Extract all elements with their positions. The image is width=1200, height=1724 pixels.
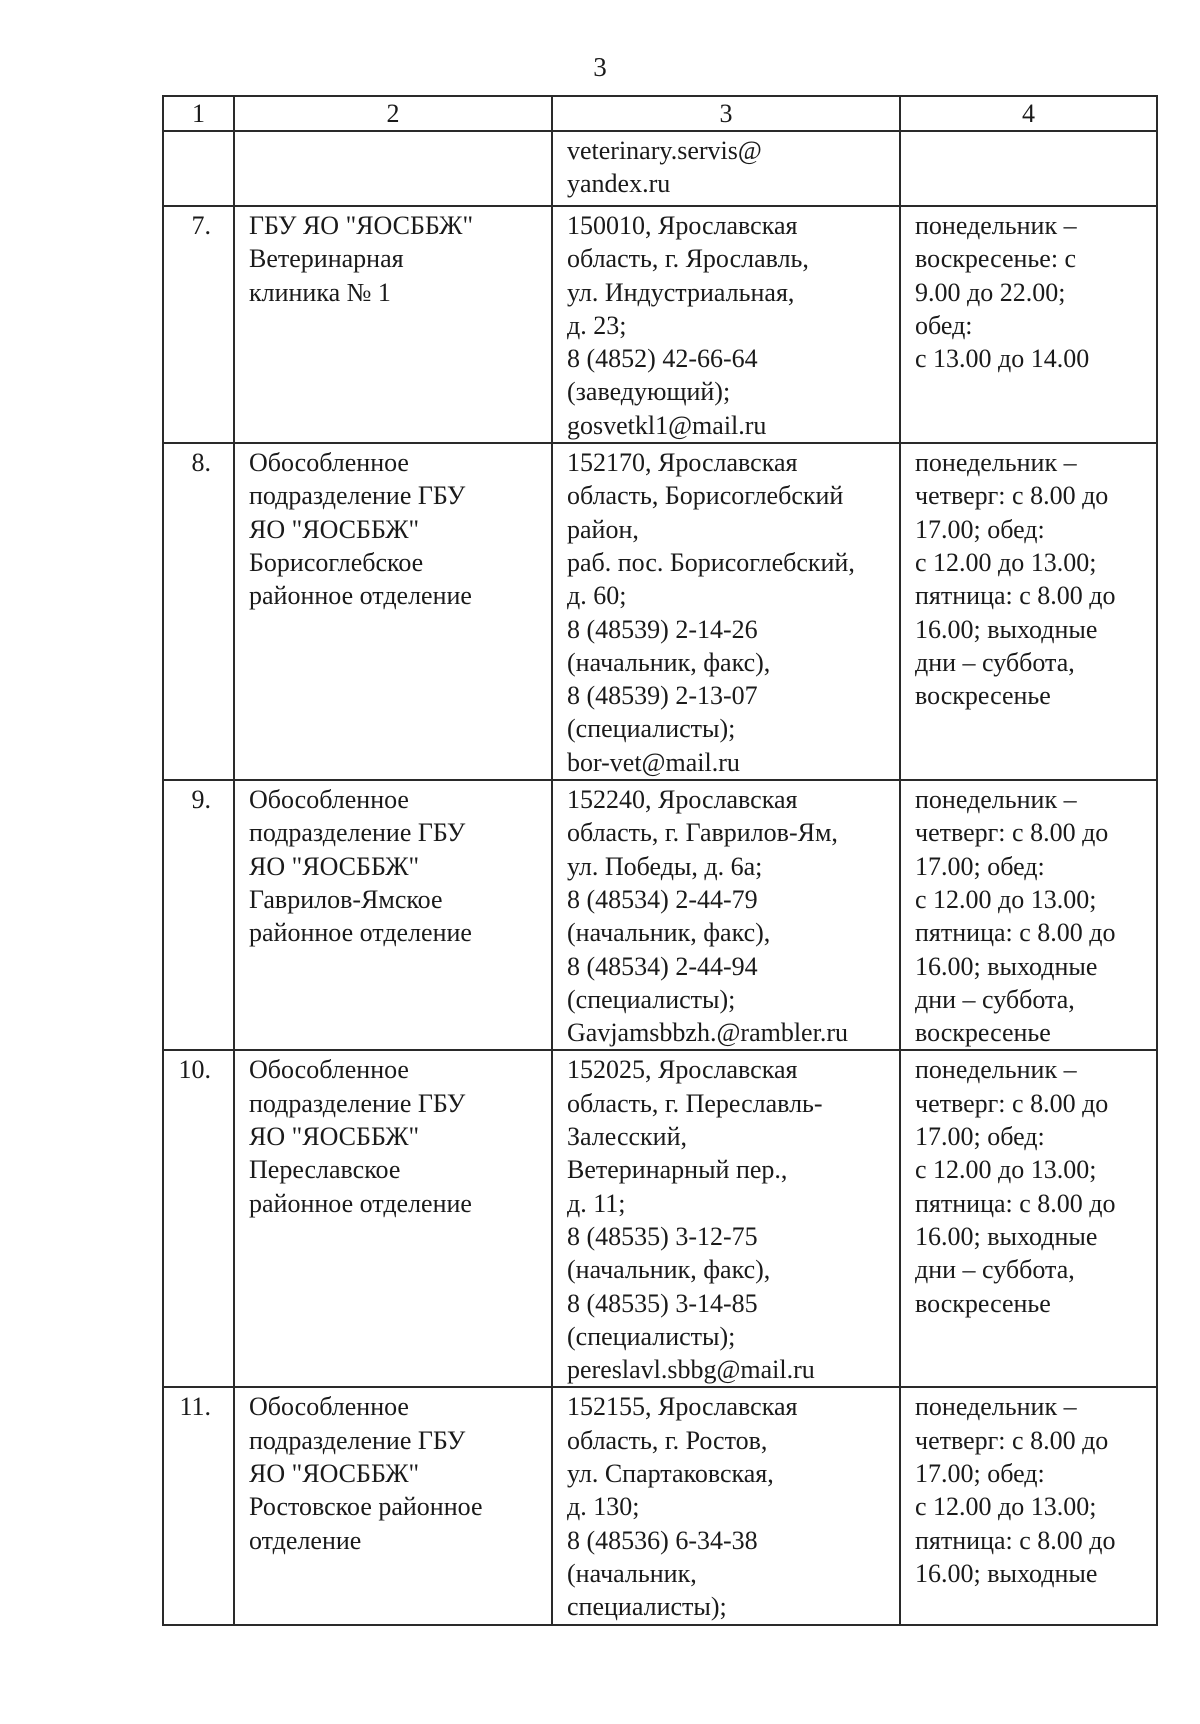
table-row — [163, 206, 1157, 443]
row-number-cell: 11. — [163, 1387, 234, 1624]
column-header-4: 4 — [900, 96, 1157, 131]
schedule-cell — [900, 131, 1157, 206]
page-number: 3 — [593, 52, 607, 82]
address-contacts-cell: 152025, Ярославская область, г. Переславль- Залесский, Ветеринарный пер., д. 11; 8 (48535) 3-12-75 (начальник, факс), 8 (48535) 3-14-85 (специалисты); pereslavl.sbbg@mail.ru — [552, 1050, 900, 1387]
address-contacts-cell: 150010, Ярославская область, г. Ярославль, ул. Индустриальная, д. 23; 8 (4852) 42-66-64 (заведующий); gosvetkl1@mail.ru — [552, 206, 900, 443]
row-number-cell: 7. — [163, 206, 234, 443]
institution-name-cell — [234, 131, 552, 206]
row-number-cell: 9. — [163, 780, 234, 1050]
column-header-1: 1 — [163, 96, 234, 131]
table-row — [163, 780, 1157, 1050]
table-header-row — [163, 96, 1157, 131]
address-contacts-cell: 152155, Ярославская область, г. Ростов, ул. Спартаковская, д. 130; 8 (48536) 6-34-38 (начальник, специалисты); — [552, 1387, 900, 1624]
table-row — [163, 131, 1157, 206]
institution-name-cell: Обособленное подразделение ГБУ ЯО "ЯОСББЖ" Борисоглебское районное отделение — [234, 443, 552, 780]
schedule-cell: понедельник – четверг: с 8.00 до 17.00; обед: с 12.00 до 13.00; пятница: с 8.00 до 16.00; выходные дни – суббота, воскресенье — [900, 443, 1157, 780]
institution-name-cell: ГБУ ЯО "ЯОСББЖ" Ветеринарная клиника № 1 — [234, 206, 552, 443]
institution-name-cell: Обособленное подразделение ГБУ ЯО "ЯОСББЖ" Ростовское районное отделение — [234, 1387, 552, 1624]
institutions-table — [162, 95, 1158, 1626]
institution-name-cell: Обособленное подразделение ГБУ ЯО "ЯОСББЖ" Гаврилов-Ямское районное отделение — [234, 780, 552, 1050]
address-contacts-cell: 152170, Ярославская область, Борисоглебский район, раб. пос. Борисоглебский, д. 60; 8 (48539) 2-14-26 (начальник, факс), 8 (48539) 2-13-07 (специалисты); bor-vet@mail.ru — [552, 443, 900, 780]
schedule-cell: понедельник – четверг: с 8.00 до 17.00; обед: с 12.00 до 13.00; пятница: с 8.00 до 16.00; выходные — [900, 1387, 1157, 1624]
institution-name-cell: Обособленное подразделение ГБУ ЯО "ЯОСББЖ" Переславское районное отделение — [234, 1050, 552, 1387]
column-header-2: 2 — [234, 96, 552, 131]
schedule-cell: понедельник – воскресенье: с 9.00 до 22.00; обед: с 13.00 до 14.00 — [900, 206, 1157, 443]
column-header-3: 3 — [552, 96, 900, 131]
schedule-cell: понедельник – четверг: с 8.00 до 17.00; обед: с 12.00 до 13.00; пятница: с 8.00 до 16.00; выходные дни – суббота, воскресенье — [900, 780, 1157, 1050]
table-row — [163, 1387, 1157, 1624]
row-number-cell — [163, 131, 234, 206]
address-contacts-cell: 152240, Ярославская область, г. Гаврилов-Ям, ул. Победы, д. 6а; 8 (48534) 2-44-79 (начальник, факс), 8 (48534) 2-44-94 (специалисты); Gavjamsbbzh.@rambler.ru — [552, 780, 900, 1050]
address-contacts-cell: veterinary.servis@ yandex.ru — [552, 131, 900, 206]
table-row — [163, 1050, 1157, 1387]
row-number-cell: 8. — [163, 443, 234, 780]
schedule-cell: понедельник – четверг: с 8.00 до 17.00; обед: с 12.00 до 13.00; пятница: с 8.00 до 16.00; выходные дни – суббота, воскресенье — [900, 1050, 1157, 1387]
row-number-cell: 10. — [163, 1050, 234, 1387]
table-row — [163, 443, 1157, 780]
